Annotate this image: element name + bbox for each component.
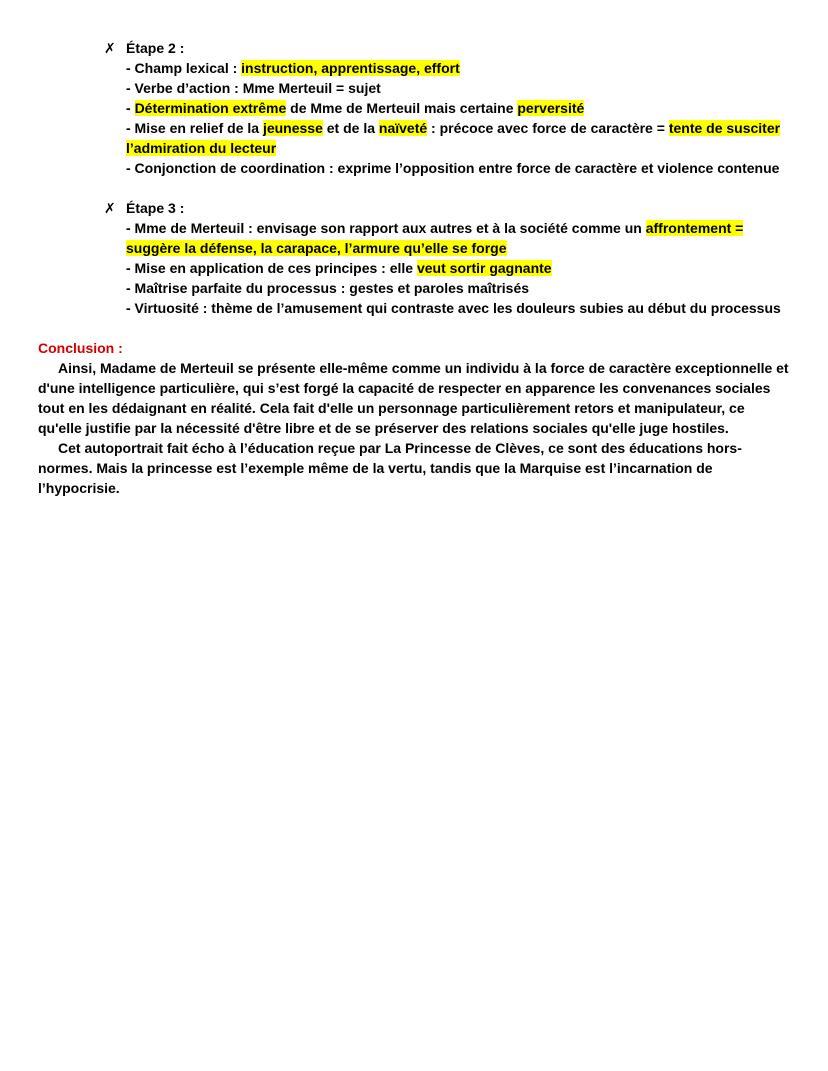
step-3-line-merteuil: - Mme de Merteuil : envisage son rapport aux autres et à la société comme un affrontement =	[126, 220, 744, 236]
highlight: affrontement =	[645, 220, 744, 236]
step-3-line-maitrise: - Maîtrise parfaite du processus : gestes et paroles maîtrisés	[126, 280, 530, 296]
step-3-line-application: - Mise en application de ces principes : elle veut sortir gagnante	[126, 260, 552, 276]
highlight: Détermination extrême	[134, 100, 287, 116]
conclusion-heading: Conclusion :	[38, 340, 123, 356]
step-2-section	[0, 38, 828, 178]
highlight: jeunesse	[262, 120, 323, 136]
highlight: perversité	[517, 100, 585, 116]
highlight: tente de susciter	[668, 120, 781, 136]
conclusion-paragraph-1: Ainsi, Madame de Merteuil se présente elle-même comme un individu à la force de caractère exceptionnelle et d'une intelligence particulière, qui s’est forgé la capacité de respecter en apparence les convenances sociales tout en les dédaignant en réalité. Cela fait d'elle un personnage particulièrement retors et manipulateur, ce qu'elle justifie par la nécessité d'être libre et de se préserver des relations sociales qu'elle juge hostiles.	[38, 360, 789, 436]
step-2-line-determination: - Détermination extrême de Mme de Merteuil mais certaine perversité	[126, 100, 585, 116]
highlight: veut sortir gagnante	[416, 260, 552, 276]
step-2-line-verbe: - Verbe d’action : Mme Merteuil = sujet	[126, 80, 381, 96]
highlight: l’admiration du lecteur	[126, 140, 277, 156]
conclusion-paragraph-2: Cet autoportrait fait écho à l’éducation reçue par La Princesse de Clèves, ce sont des éducations hors-normes. Mais la princesse est l’exemple même de la vertu, tandis que la Marquise est l’incarnation de l’hypocrisie.	[38, 440, 742, 496]
step-3-title: Étape 3 :	[126, 200, 185, 216]
cross-mark-icon: ✗	[104, 200, 116, 216]
step-2-line-mise-en-relief: - Mise en relief de la jeunesse et de la naïveté : précoce avec force de caractère = tente de susciter	[126, 120, 781, 136]
highlight: instruction, apprentissage, effort	[241, 60, 460, 76]
step-2-lines	[126, 58, 796, 178]
step-3-lines	[126, 218, 796, 318]
step-3-line-merteuil-cont	[126, 238, 796, 258]
cross-mark-icon: ✗	[104, 40, 116, 56]
step-2-line-mise-en-relief-cont	[126, 138, 796, 158]
step-3-section	[0, 198, 828, 318]
step-3-header	[0, 198, 828, 218]
highlight: suggère la défense, la carapace, l’armure qu’elle se forge	[126, 240, 507, 256]
step-3-line-virtuosite: - Virtuosité : thème de l’amusement qui contraste avec les douleurs subies au début du processus	[126, 300, 781, 316]
step-2-line-champ-lexical: - Champ lexical : instruction, apprentissage, effort	[126, 60, 460, 76]
conclusion-body	[38, 358, 790, 498]
step-2-line-conjonction: - Conjonction de coordination : exprime l’opposition entre force de caractère et violence contenue	[126, 160, 780, 176]
step-2-title: Étape 2 :	[126, 40, 185, 56]
highlight: naïveté	[378, 120, 428, 136]
step-2-header	[0, 38, 828, 58]
